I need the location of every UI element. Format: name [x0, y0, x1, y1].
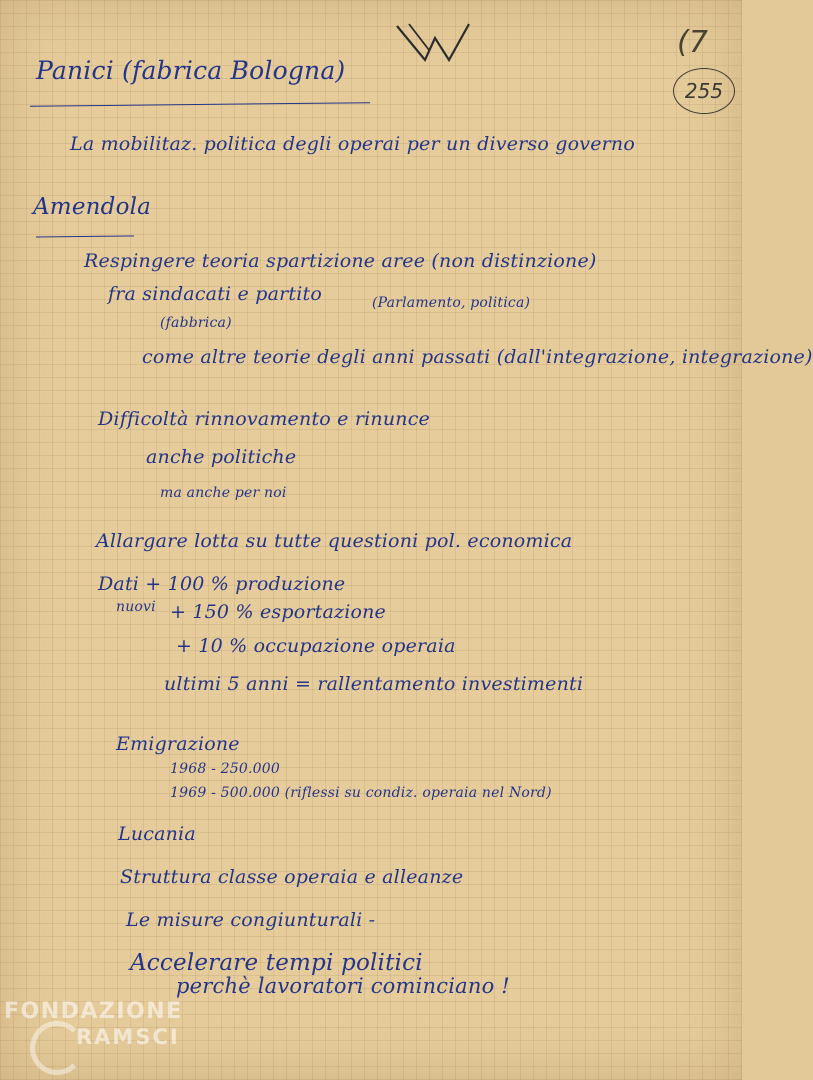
note-line: Dati + 100 % produzione — [98, 573, 346, 595]
note-line: 1969 - 500.000 (riflessi su condiz. operaia nel Nord) — [170, 785, 552, 801]
speaker-underline — [36, 235, 134, 237]
note-line: Respingere teoria spartizione aree (non distinzione) — [84, 250, 597, 272]
watermark-line-2: RAMSCI — [76, 1025, 180, 1049]
note-line: fra sindacati e partito — [108, 283, 322, 305]
note-line: (Parlamento, politica) — [372, 295, 531, 311]
note-line: ultimi 5 anni = rallentamento investimenti — [164, 673, 584, 695]
note-line: come altre teorie degli anni passati (dall'integrazione, integrazione) — [142, 346, 813, 368]
folio-number: (7 — [677, 25, 709, 60]
note-line: + 150 % esportazione — [170, 601, 387, 623]
watermark-logo — [4, 995, 194, 1075]
note-line: + 10 % occupazione operaia — [176, 635, 456, 657]
note-line: Difficoltà rinnovamento e rinunce — [98, 408, 430, 430]
watermark-line-1: FONDAZIONE — [4, 999, 183, 1024]
note-line: Allargare lotta su tutte questioni pol. economica — [96, 530, 573, 552]
note-line: Emigrazione — [116, 733, 240, 755]
speaker-name: Amendola — [33, 194, 152, 220]
note-line: 1968 - 250.000 — [170, 761, 280, 777]
note-line: Accelerare tempi politici — [130, 950, 423, 976]
note-line: nuovi — [116, 599, 156, 615]
note-line: Lucania — [118, 823, 196, 845]
archive-stamp — [673, 68, 735, 114]
pencil-mark-icon — [395, 20, 471, 68]
title-underline — [30, 102, 370, 107]
stamp-number: 255 — [684, 79, 724, 103]
note-line: ma anche per noi — [160, 485, 287, 501]
note-line: Struttura classe operaia e alleanze — [120, 866, 464, 888]
note-line: Le misure congiunturali - — [126, 909, 376, 931]
note-line: (fabbrica) — [160, 315, 232, 331]
page-subtitle: La mobilitaz. politica degli operai per un diverso governo — [70, 133, 636, 155]
page-title: Panici (fabrica Bologna) — [36, 56, 346, 85]
note-line: anche politiche — [146, 446, 297, 468]
note-line: perchè lavoratori cominciano ! — [176, 974, 510, 998]
